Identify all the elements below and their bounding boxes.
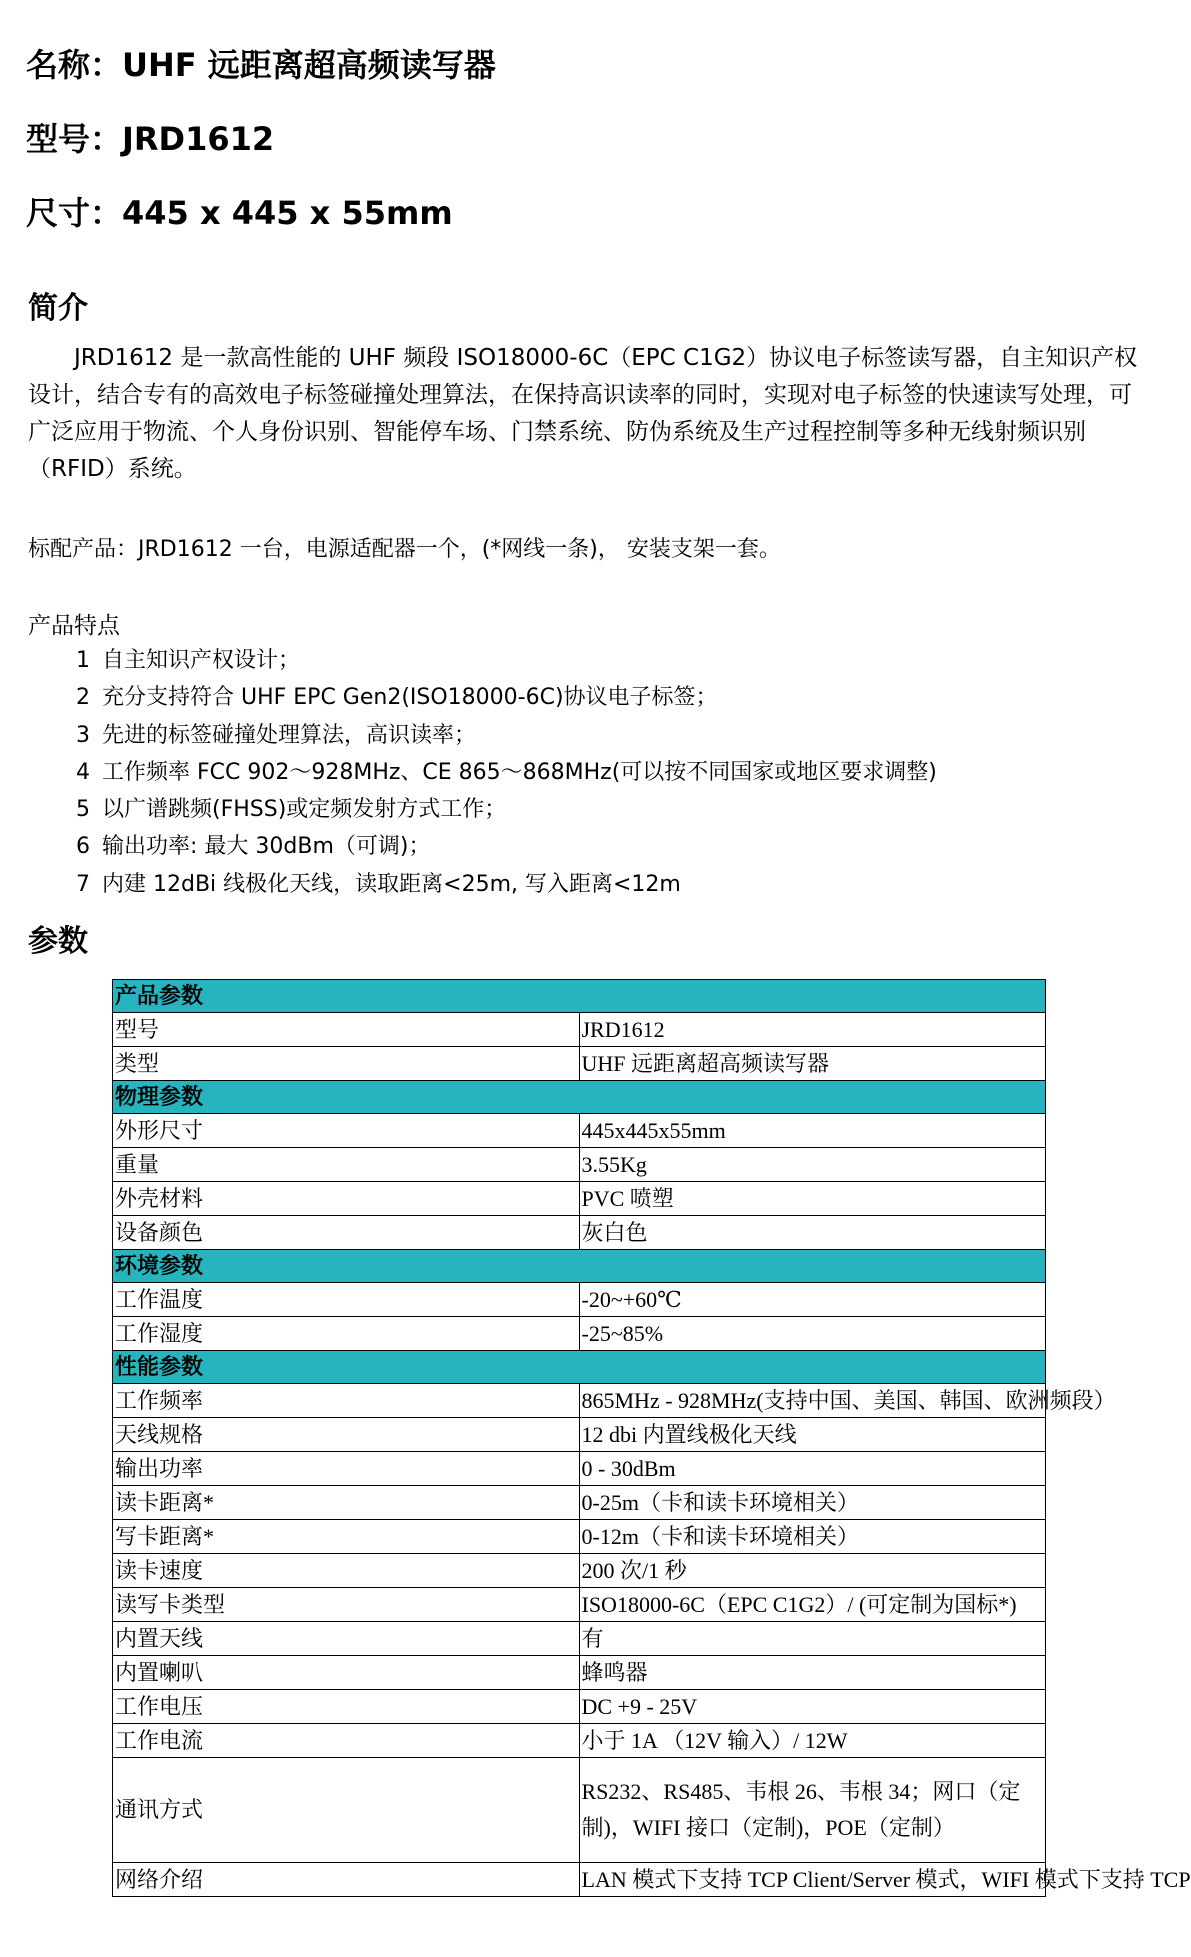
- table-row: [113, 1486, 1046, 1520]
- param-value: 445x445x55mm: [579, 1114, 1046, 1148]
- param-key: 重量: [113, 1148, 580, 1182]
- intro-paragraph: [28, 340, 1138, 488]
- param-key: 外形尺寸: [113, 1114, 580, 1148]
- intro-title: 简介: [28, 291, 88, 326]
- feature-item: 3 先进的标签碰撞处理算法，高识读率；: [76, 722, 477, 748]
- params-table: [112, 979, 1191, 1897]
- param-value: 0-12m（卡和读卡环境相关）: [579, 1520, 1046, 1554]
- feature-item: 4 工作频率 FCC 902～928MHz、CE 865～868MHz(可以按不同国家或地区要求调整): [76, 759, 937, 785]
- table-row: [113, 1283, 1046, 1317]
- param-key: 类型: [113, 1047, 580, 1081]
- param-value: 灰白色: [579, 1216, 1046, 1250]
- param-key: 工作频率: [113, 1384, 580, 1418]
- table-row: [113, 1554, 1046, 1588]
- group-header-row: [113, 980, 1046, 1013]
- table-row: [113, 1863, 1046, 1897]
- param-value: 小于 1A （12V 输入）/ 12W: [579, 1724, 1046, 1758]
- param-key: 设备颜色: [113, 1216, 580, 1250]
- standard-items: 标配产品：JRD1612 一台，电源适配器一个，(*网线一条)， 安装支架一套。: [28, 537, 781, 562]
- table-row: [113, 1114, 1046, 1148]
- param-key: 读卡速度: [113, 1554, 580, 1588]
- table-row: [113, 1622, 1046, 1656]
- features-list: [76, 642, 937, 903]
- table-row: [113, 1216, 1046, 1250]
- params-title: 参数: [28, 924, 88, 959]
- param-value: 0 - 30dBm: [579, 1452, 1046, 1486]
- group-header: 性能参数: [113, 1351, 1046, 1384]
- group-header-row: [113, 1081, 1046, 1114]
- param-value: 12 dbi 内置线极化天线: [579, 1418, 1046, 1452]
- group-header: 物理参数: [113, 1081, 1046, 1114]
- table-row: [113, 1452, 1046, 1486]
- table-row: [113, 1013, 1046, 1047]
- param-key: 工作湿度: [113, 1317, 580, 1351]
- param-key: 写卡距离*: [113, 1520, 580, 1554]
- param-key: 工作电压: [113, 1690, 580, 1724]
- param-value: 0-25m（卡和读卡环境相关）: [579, 1486, 1046, 1520]
- feature-item: 5 以广谱跳频(FHSS)或定频发射方式工作；: [76, 797, 507, 823]
- param-key: 通讯方式: [113, 1758, 580, 1863]
- param-key: 内置喇叭: [113, 1656, 580, 1690]
- group-header: 产品参数: [113, 980, 1046, 1013]
- param-key: 天线规格: [113, 1418, 580, 1452]
- param-value: 有: [579, 1622, 1046, 1656]
- param-key: 读写卡类型: [113, 1588, 580, 1622]
- table-row: [113, 1690, 1046, 1724]
- param-key: 外壳材料: [113, 1182, 580, 1216]
- param-key: 网络介绍: [113, 1863, 580, 1897]
- param-value: RS232、RS485、韦根 26、韦根 34；网口（定制)，WIFI 接口（定制)，POE（定制）: [579, 1758, 1046, 1863]
- param-value: -25~85%: [579, 1317, 1046, 1351]
- product-model-heading: 型号：JRD1612: [26, 120, 275, 158]
- param-value: JRD1612: [579, 1013, 1046, 1047]
- param-key: 内置天线: [113, 1622, 580, 1656]
- group-header-row: [113, 1250, 1046, 1283]
- table-row: [113, 1148, 1046, 1182]
- table-row: [113, 1384, 1046, 1418]
- feature-item: 6 输出功率: 最大 30dBm（可调)；: [76, 834, 431, 860]
- param-value: LAN 模式下支持 TCP Client/Server 模式，WIFI 模式下支持 TCP: [579, 1863, 1046, 1897]
- param-value: 蜂鸣器: [579, 1656, 1046, 1690]
- param-value: 865MHz - 928MHz(支持中国、美国、韩国、欧洲频段）: [579, 1384, 1046, 1418]
- param-value: -20~+60℃: [579, 1283, 1046, 1317]
- table-row: [113, 1317, 1046, 1351]
- feature-item: 7 内建 12dBi 线极化天线，读取距离<25m, 写入距离<12m: [76, 871, 681, 897]
- group-header: 环境参数: [113, 1250, 1046, 1283]
- table-row: [113, 1724, 1046, 1758]
- param-key: 工作电流: [113, 1724, 580, 1758]
- intro-text: JRD1612 是一款高性能的 UHF 频段 ISO18000-6C（EPC C1G2）协议电子标签读写器，自主知识产权设计，结合专有的高效电子标签碰撞处理算法，在保持高识读率的同时，实现对电子标签的快速读写处理，可广泛应用于物流、个人身份识别、智能停车场、门禁系统、防伪系统及生产过程控制等多种无线射频识别（RFID）系统。: [28, 345, 1138, 482]
- param-value: DC +9 - 25V: [579, 1690, 1046, 1724]
- table-row: [113, 1418, 1046, 1452]
- param-key: 型号: [113, 1013, 580, 1047]
- product-name-heading: 名称：UHF 远距离超高频读写器: [26, 46, 496, 84]
- table-row: [113, 1588, 1046, 1622]
- features-title: 产品特点: [28, 613, 120, 639]
- table-row: [113, 1758, 1046, 1863]
- param-value: UHF 远距离超高频读写器: [579, 1047, 1046, 1081]
- param-key: 工作温度: [113, 1283, 580, 1317]
- group-header-row: [113, 1351, 1046, 1384]
- table-row: [113, 1656, 1046, 1690]
- param-key: 输出功率: [113, 1452, 580, 1486]
- param-value: ISO18000-6C（EPC C1G2）/ (可定制为国标*): [579, 1588, 1046, 1622]
- param-value: 200 次/1 秒: [579, 1554, 1046, 1588]
- table-row: [113, 1047, 1046, 1081]
- table-row: [113, 1520, 1046, 1554]
- product-size-heading: 尺寸：445 x 445 x 55mm: [26, 194, 453, 232]
- feature-item: 1 自主知识产权设计；: [76, 648, 301, 673]
- param-value: PVC 喷塑: [579, 1182, 1046, 1216]
- param-value: 3.55Kg: [579, 1148, 1046, 1182]
- table-row: [113, 1182, 1046, 1216]
- feature-item: 2 充分支持符合 UHF EPC Gen2(ISO18000-6C)协议电子标签；: [76, 685, 718, 711]
- param-key: 读卡距离*: [113, 1486, 580, 1520]
